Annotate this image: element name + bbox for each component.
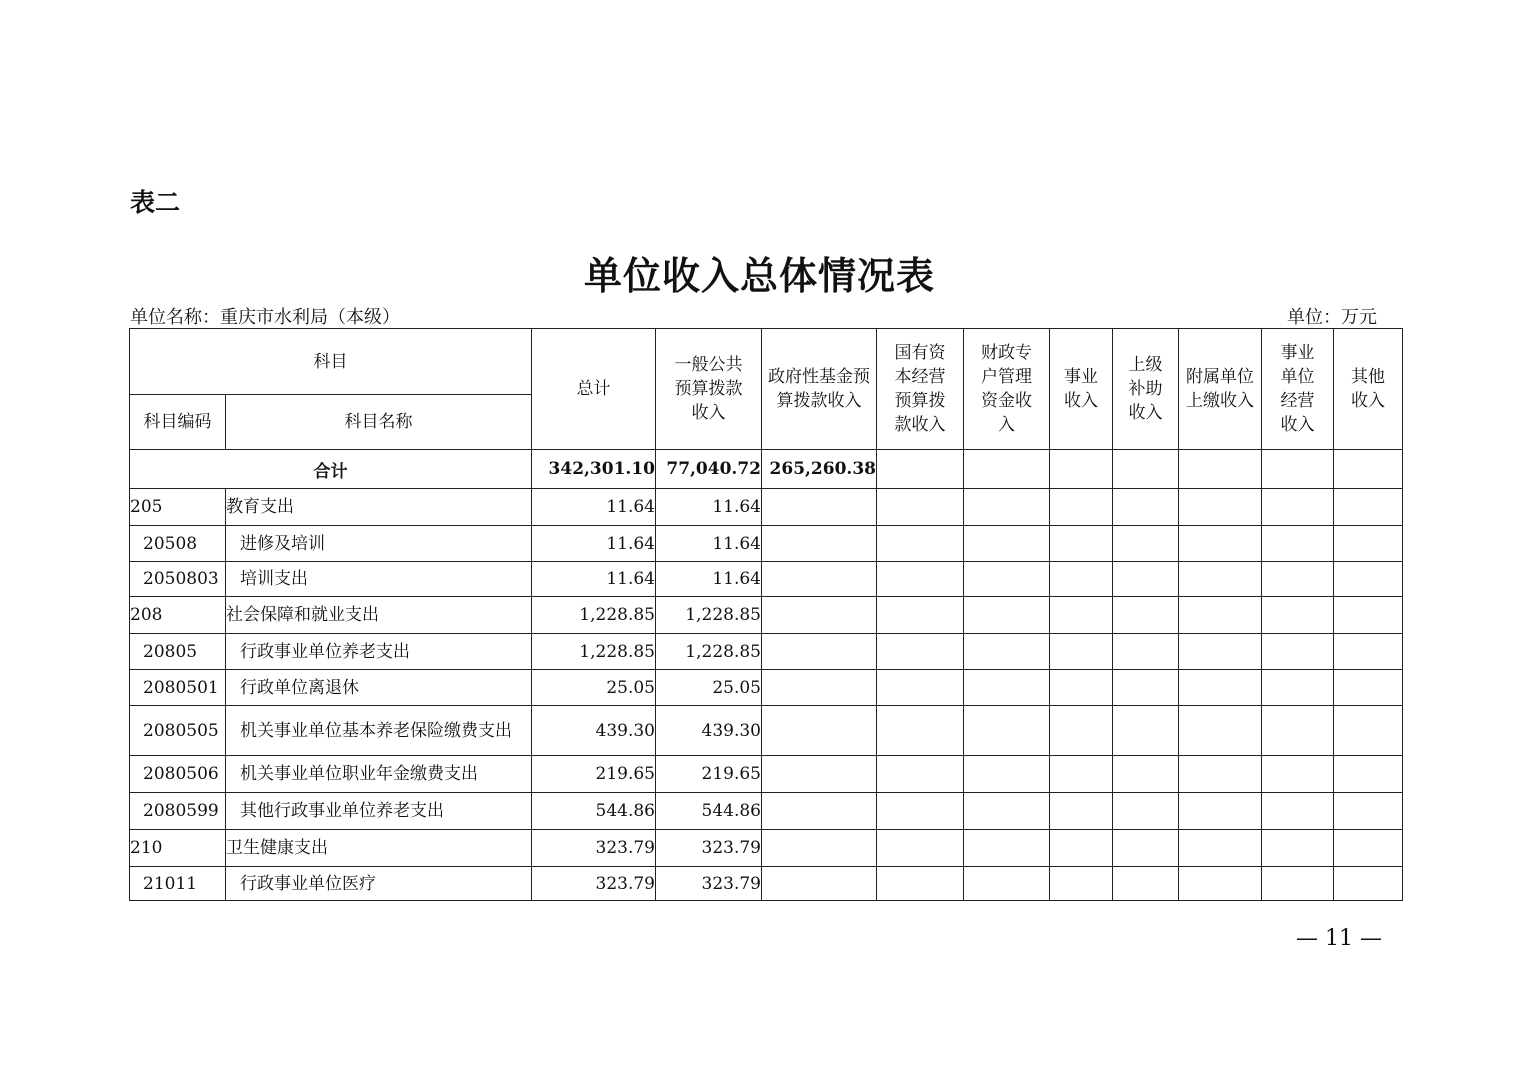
row-total: 1,228.85 (532, 597, 656, 634)
income-table (129, 328, 1403, 901)
row-general-budget: 11.64 (656, 526, 762, 562)
general-budget-cell: 77,040.72 (656, 450, 762, 489)
header-general-budget: 一般公共预算拨款收入 (656, 329, 762, 450)
row-code: 20508 (130, 526, 226, 562)
row-general-budget: 219.65 (656, 756, 762, 793)
row-total: 11.64 (532, 562, 656, 597)
row-name: 机关事业单位职业年金缴费支出 (226, 756, 532, 793)
table-row (130, 867, 1403, 901)
row-name: 机关事业单位基本养老保险缴费支出 (226, 706, 532, 756)
row-name: 卫生健康支出 (226, 830, 532, 867)
header-operating: 事业单位经营收入 (1262, 329, 1334, 450)
table-row (130, 830, 1403, 867)
row-total: 544.86 (532, 793, 656, 830)
table-row (130, 489, 1403, 526)
gov-fund-cell: 265,260.38 (762, 450, 877, 489)
page-title: 单位收入总体情况表 (583, 253, 935, 298)
table-row (130, 793, 1403, 830)
row-name: 行政事业单位医疗 (226, 867, 532, 901)
row-general-budget: 25.05 (656, 670, 762, 706)
header-code: 科目编码 (130, 395, 226, 450)
row-total: 11.64 (532, 489, 656, 526)
page-number: — 11 — (1296, 926, 1382, 951)
row-total: 219.65 (532, 756, 656, 793)
row-total: 25.05 (532, 670, 656, 706)
header-total: 总计 (532, 329, 656, 450)
row-total: 11.64 (532, 526, 656, 562)
table-label: 表二 (130, 188, 181, 217)
row-code: 2080501 (130, 670, 226, 706)
table-row (130, 597, 1403, 634)
row-code: 21011 (130, 867, 226, 901)
total-row (130, 450, 1403, 489)
row-name: 社会保障和就业支出 (226, 597, 532, 634)
row-name: 进修及培训 (226, 526, 532, 562)
header-other: 其他收入 (1334, 329, 1403, 450)
table-row (130, 562, 1403, 597)
row-total: 1,228.85 (532, 634, 656, 670)
header-gov-fund: 政府性基金预算拨款收入 (762, 329, 877, 450)
meta-line (130, 303, 1377, 329)
table-row (130, 756, 1403, 793)
row-code: 2080599 (130, 793, 226, 830)
row-general-budget: 544.86 (656, 793, 762, 830)
row-code: 20805 (130, 634, 226, 670)
row-general-budget: 439.30 (656, 706, 762, 756)
row-total: 323.79 (532, 830, 656, 867)
table-row (130, 526, 1403, 562)
row-general-budget: 1,228.85 (656, 597, 762, 634)
row-total: 439.30 (532, 706, 656, 756)
row-name: 培训支出 (226, 562, 532, 597)
header-business: 事业收入 (1050, 329, 1113, 450)
unit-name: 单位名称：重庆市水利局（本级） (130, 307, 400, 328)
header-subject: 科目 (130, 329, 532, 395)
table-row (130, 706, 1403, 756)
row-general-budget: 1,228.85 (656, 634, 762, 670)
unit-label: 单位：万元 (1287, 307, 1377, 328)
row-general-budget: 11.64 (656, 489, 762, 526)
header-fiscal-special: 财政专户管理资金收入 (964, 329, 1050, 450)
header-affiliated: 附属单位上缴收入 (1179, 329, 1262, 450)
row-name: 行政事业单位养老支出 (226, 634, 532, 670)
total-label: 合计 (130, 450, 532, 489)
row-code: 205 (130, 489, 226, 526)
row-total: 323.79 (532, 867, 656, 901)
row-name: 其他行政事业单位养老支出 (226, 793, 532, 830)
row-code: 208 (130, 597, 226, 634)
row-code: 2080506 (130, 756, 226, 793)
row-name: 行政单位离退休 (226, 670, 532, 706)
row-general-budget: 323.79 (656, 867, 762, 901)
table-row (130, 634, 1403, 670)
header-state-capital: 国有资本经营预算拨款收入 (877, 329, 964, 450)
row-general-budget: 323.79 (656, 830, 762, 867)
row-code: 210 (130, 830, 226, 867)
header-superior-subsidy: 上级补助收入 (1113, 329, 1179, 450)
header-name: 科目名称 (226, 395, 532, 450)
row-code: 2080505 (130, 706, 226, 756)
row-name: 教育支出 (226, 489, 532, 526)
table-row (130, 670, 1403, 706)
row-general-budget: 11.64 (656, 562, 762, 597)
total-cell: 342,301.10 (532, 450, 656, 489)
row-code: 2050803 (130, 562, 226, 597)
